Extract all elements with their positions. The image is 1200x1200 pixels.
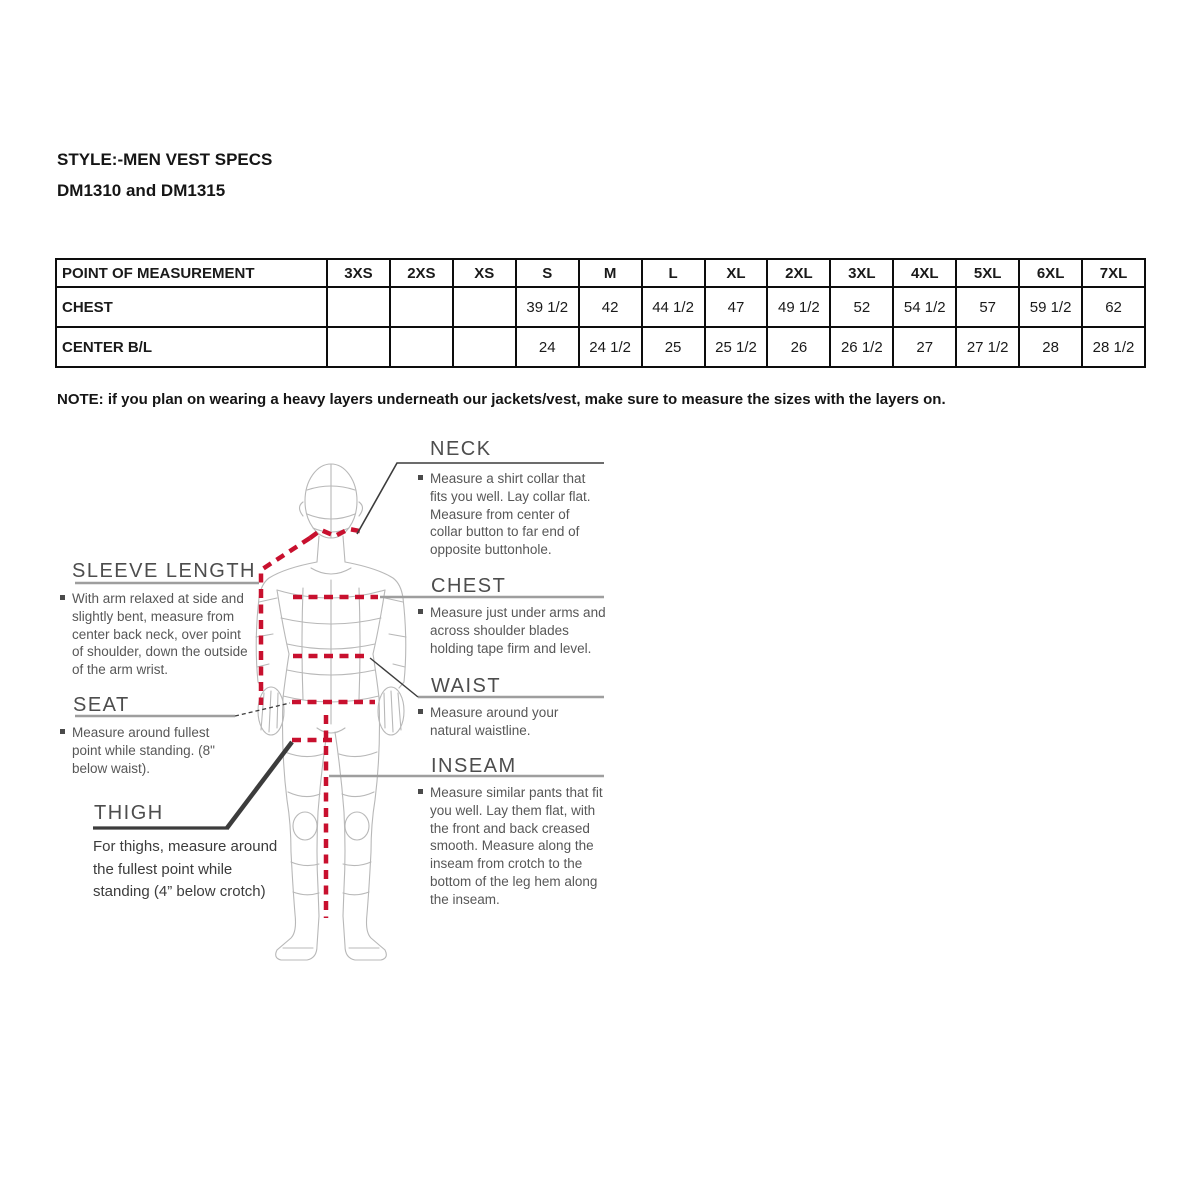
size-value-cell: 25 1/2 (705, 327, 768, 367)
bullet-square-icon (418, 475, 423, 480)
bullet-square-icon (60, 729, 65, 734)
size-value-cell: 47 (705, 287, 768, 327)
size-value-cell: 27 (893, 327, 956, 367)
size-value-cell: 49 1/2 (767, 287, 830, 327)
model-numbers: DM1310 and DM1315 (57, 181, 226, 200)
size-value-cell: 42 (579, 287, 642, 327)
guide-waist-heading: WAIST (431, 675, 502, 697)
guide-waist-description: Measure around your natural waistline. (418, 704, 590, 740)
col-header-5xl: 5XL (956, 259, 1019, 287)
size-value-cell: 54 1/2 (893, 287, 956, 327)
table-row-center-bl (56, 327, 1145, 367)
col-header-2xs: 2XS (390, 259, 453, 287)
col-header-3xl: 3XL (830, 259, 893, 287)
size-value-cell (390, 327, 453, 367)
size-value-cell (327, 287, 390, 327)
size-value-cell: 59 1/2 (1019, 287, 1082, 327)
row-label: CENTER B/L (56, 327, 327, 367)
size-value-cell: 39 1/2 (516, 287, 579, 327)
guide-seat-heading: SEAT (73, 694, 130, 716)
measurement-guide-diagram (55, 432, 645, 982)
size-value-cell: 27 1/2 (956, 327, 1019, 367)
guide-neck-description: Measure a shirt collar that fits you well. Lay collar flat. Measure from center of collar button to far end of opposite buttonhole. (418, 470, 602, 559)
guide-chest-heading: CHEST (431, 575, 507, 597)
size-value-cell: 57 (956, 287, 1019, 327)
size-value-cell: 28 1/2 (1082, 327, 1145, 367)
guide-sleeve-length-heading: SLEEVE LENGTH (72, 560, 257, 582)
bullet-square-icon (60, 595, 65, 600)
col-header-3xs: 3XS (327, 259, 390, 287)
size-value-cell: 62 (1082, 287, 1145, 327)
col-header-m: M (579, 259, 642, 287)
header-row (56, 259, 1145, 287)
bullet-square-icon (418, 709, 423, 714)
size-value-cell: 24 (516, 327, 579, 367)
guide-seat-description: Measure around fullest point while standing. (8" below waist). (60, 724, 232, 777)
guide-inseam-heading: INSEAM (431, 755, 517, 777)
size-value-cell (453, 327, 516, 367)
size-value-cell: 24 1/2 (579, 327, 642, 367)
col-header-s: S (516, 259, 579, 287)
size-value-cell (327, 327, 390, 367)
size-value-cell: 26 1/2 (830, 327, 893, 367)
col-header-7xl: 7XL (1082, 259, 1145, 287)
guide-sleeve-length-description: With arm relaxed at side and slightly bent, measure from center back neck, over point of shoulder, down the outside of the arm wrist. (60, 590, 254, 679)
size-value-cell: 25 (642, 327, 705, 367)
col-header-xs: XS (453, 259, 516, 287)
bullet-square-icon (418, 609, 423, 614)
guide-thigh-heading: THIGH (94, 802, 164, 824)
size-value-cell: 52 (830, 287, 893, 327)
size-value-cell: 26 (767, 327, 830, 367)
guide-thigh-description: For thighs, measure around the fullest point while standing (4” below crotch) (93, 838, 278, 900)
col-header-xl: XL (705, 259, 768, 287)
size-value-cell: 28 (1019, 327, 1082, 367)
size-value-cell (453, 287, 516, 327)
bullet-square-icon (418, 789, 423, 794)
thigh-leader-line (227, 742, 292, 828)
guide-inseam-description: Measure similar pants that fit you well. Lay them flat, with the front and back creased smooth. Measure along the inseam from crotch to the bottom of the leg hem along the inseam. (418, 784, 605, 909)
col-header-4xl: 4XL (893, 259, 956, 287)
style-title: STYLE:-MEN VEST SPECS (57, 150, 273, 169)
guide-chest-description: Measure just under arms and across shoulder blades holding tape firm and level. (418, 604, 610, 657)
col-header-l: L (642, 259, 705, 287)
col-header-2xl: 2XL (767, 259, 830, 287)
table-row-chest (56, 287, 1145, 327)
col-header-point-of-measurement: POINT OF MEASUREMENT (56, 259, 327, 287)
size-value-cell (390, 287, 453, 327)
row-label: CHEST (56, 287, 327, 327)
note-text: NOTE: if you plan on wearing a heavy layers underneath our jackets/vest, make sure to measure the sizes with the layers on. (57, 391, 946, 408)
col-header-6xl: 6XL (1019, 259, 1082, 287)
guide-neck-heading: NECK (430, 438, 492, 460)
size-chart-table (55, 258, 1146, 368)
size-value-cell: 44 1/2 (642, 287, 705, 327)
